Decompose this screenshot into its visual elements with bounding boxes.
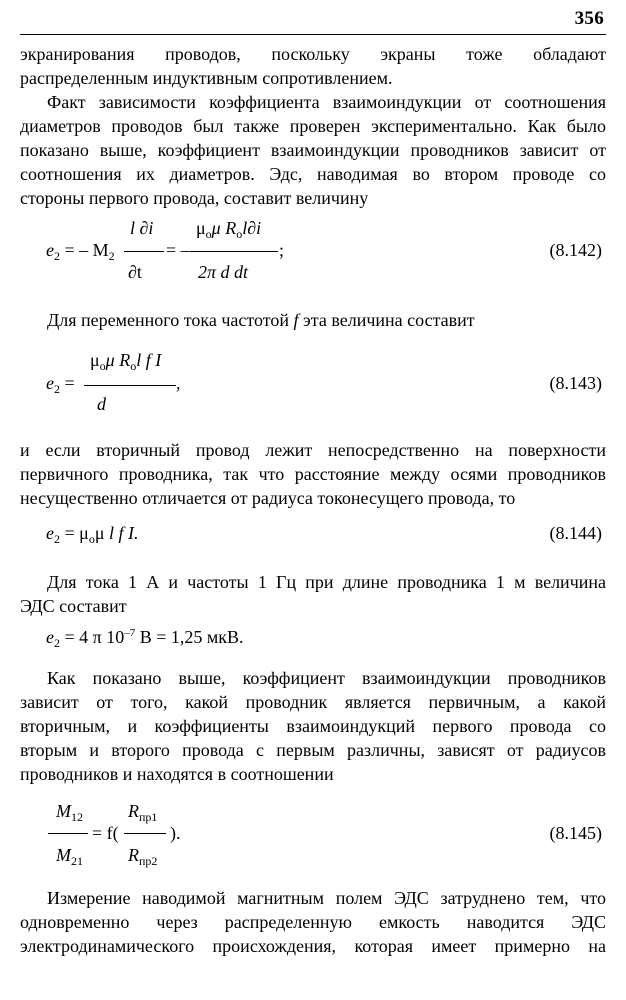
paragraph-4	[20, 438, 606, 510]
paragraph-5	[20, 570, 606, 618]
eq145-m12: $M_{12}$	[56, 801, 83, 824]
text-line: электродинамического происхождения, которая имеет примерно на	[20, 936, 606, 956]
text-line: ЭДС составит	[20, 596, 127, 616]
eq142-frac2-numerator: $\mu_о\mu$ $R_оl\partial i$	[196, 218, 262, 241]
paragraph-2	[20, 90, 606, 210]
equation-number: (8.143)	[549, 373, 602, 393]
eq142-frac1-numerator: l ∂i	[130, 218, 154, 238]
eq144-line: $e_2 = \mu_о\mu$ l f I.	[46, 523, 139, 546]
eq142-second-equals: = –	[166, 240, 190, 260]
text-line: диаметров проводов был также проверен экспериментально. Как было	[20, 116, 606, 136]
eq142-frac1-bar	[124, 251, 164, 252]
text-line: одновременно через распределенную емкость наводится ЭДС	[20, 912, 606, 932]
text-line: проводников и находятся в соотношении	[20, 764, 334, 784]
eq145-mid: = f(	[92, 823, 119, 843]
eq142-frac2-denominator: 2π d dt	[198, 262, 249, 282]
text-line: зависит от того, какой проводник является первичным, а какой	[20, 692, 606, 712]
text-line: распределенным индуктивным сопротивлением.	[20, 68, 393, 88]
text-line: стороны первого провода, составит величину	[20, 188, 369, 208]
paragraph-6	[20, 666, 606, 786]
value-line: $e_2 = 4$ π $10^{-7}$ В = 1,25 мкВ.	[46, 627, 244, 650]
eq145-right-bar	[124, 833, 166, 834]
page-number: 356	[574, 8, 604, 29]
eq143-lhs: $e_2$ =	[46, 373, 75, 396]
eq142-main-line: $e_2$ = – $M_2$	[46, 240, 115, 263]
text-line: и если вторичный провод лежит непосредственно на поверхности	[20, 440, 606, 460]
paragraph-3	[20, 308, 606, 332]
equation-number: (8.142)	[549, 240, 602, 260]
eq143-bar	[84, 385, 176, 386]
text-line: соотношения их диаметров. Эдс, наводимая во втором проводе со	[20, 164, 606, 184]
text-line: Как показано выше, коэффициент взаимоиндукции проводников	[47, 668, 606, 688]
text-line: несущественно отличается от радиуса токонесущего провода, то	[20, 488, 516, 508]
text-line: вторичным, и коэффициенты взаимоиндукций первого провода со	[20, 716, 606, 736]
text-line: вторым и второго провода с первым различны, зависят от радиусов	[20, 740, 606, 760]
header-rule	[20, 34, 606, 35]
text-line: показано выше, коэффициент взаимоиндукции проводников зависит от	[20, 140, 606, 160]
eq145-r2: $R_{пр2}$	[128, 845, 158, 868]
paragraph-7	[20, 886, 606, 958]
text-line: Для переменного тока частотой f эта величина составит	[47, 310, 475, 330]
equation-number: (8.145)	[549, 823, 602, 843]
eq145-m21: $M_{21}$	[56, 845, 83, 868]
eq145-left-bar	[48, 833, 88, 834]
eq145-r1: $R_{пр1}$	[128, 801, 158, 824]
equation-number: (8.144)	[549, 523, 602, 543]
eq142-tail: ;	[279, 240, 285, 260]
eq142-frac2-bar	[190, 251, 278, 252]
text-line: Для тока 1 А и частоты 1 Гц при длине проводника 1 м величина	[47, 572, 606, 592]
paragraph-1	[20, 42, 606, 90]
text-line: первичного проводника, так что расстояние между осями проводников	[20, 464, 606, 484]
eq143-denominator: d	[97, 394, 106, 414]
text-line: Измерение наводимой магнитным полем ЭДС затруднено тем, что	[47, 888, 606, 908]
eq143-numerator: $\mu_о\mu$ $R_оl$ f I	[90, 350, 162, 373]
text-line: Факт зависимости коэффициента взаимоиндукции от соотношения	[47, 92, 606, 112]
eq142-frac1-denominator: ∂t	[128, 262, 142, 282]
eq145-close: ).	[170, 823, 181, 843]
text-line: экранирования проводов, поскольку экраны тоже обладают	[20, 44, 606, 64]
eq143-tail: ,	[176, 373, 181, 393]
